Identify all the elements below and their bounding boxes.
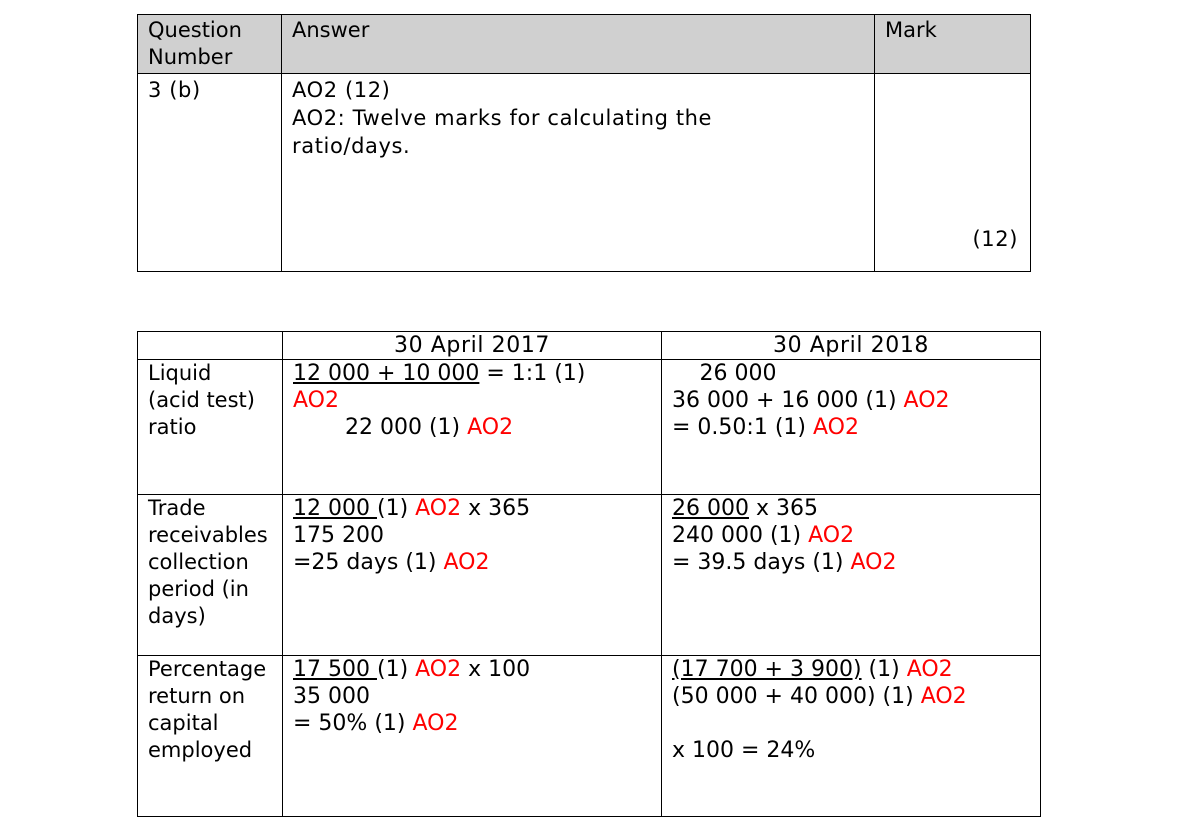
mark-cell bbox=[875, 74, 1031, 272]
header-question-number: Question Number bbox=[138, 15, 282, 74]
ratio-table bbox=[137, 331, 1041, 817]
roce-2018: (17 700 + 3 900) (1) AO2 (50 000 + 40 000) (1) AO2 x 100 = 24% bbox=[662, 656, 1041, 817]
trade-receivables-2017: 12 000 (1) AO2 x 365 175 200 =25 days (1) AO2 bbox=[283, 495, 662, 656]
liquid-ratio-row bbox=[138, 360, 1041, 495]
answer-cell bbox=[282, 74, 875, 272]
roce-row bbox=[138, 656, 1041, 817]
answer-line-3: ratio/days. bbox=[292, 134, 411, 158]
header-mark: Mark bbox=[875, 15, 1031, 74]
liquid-ratio-2017: 12 000 + 10 000 = 1:1 (1) AO2 22 000 (1) AO2 bbox=[283, 360, 662, 495]
question-number: 3 (b) bbox=[138, 74, 282, 272]
year-header-row bbox=[138, 332, 1041, 360]
empty-header-cell bbox=[138, 332, 283, 360]
trade-receivables-label: Trade receivables collection period (in days) bbox=[138, 495, 283, 656]
answer-line-1: AO2 (12) bbox=[292, 78, 391, 102]
mark-scheme-table bbox=[137, 14, 1031, 272]
year-2017-header: 30 April 2017 bbox=[283, 332, 662, 360]
roce-2017: 17 500 (1) AO2 x 100 35 000 = 50% (1) AO2 bbox=[283, 656, 662, 817]
answer-line-2: AO2: Twelve marks for calculating the bbox=[292, 106, 713, 130]
header-answer: Answer bbox=[282, 15, 875, 74]
roce-label: Percentage return on capital employed bbox=[138, 656, 283, 817]
trade-receivables-row bbox=[138, 495, 1041, 656]
liquid-ratio-label: Liquid (acid test) ratio bbox=[138, 360, 283, 495]
table-header-row bbox=[138, 15, 1031, 74]
year-2018-header: 30 April 2018 bbox=[662, 332, 1041, 360]
question-row bbox=[138, 74, 1031, 272]
trade-receivables-2018: 26 000 x 365 240 000 (1) AO2 = 39.5 days (1) AO2 bbox=[662, 495, 1041, 656]
liquid-ratio-2018: 26 000 36 000 + 16 000 (1) AO2 = 0.50:1 (1) AO2 bbox=[662, 360, 1041, 495]
mark-total: (12) bbox=[972, 227, 1018, 251]
